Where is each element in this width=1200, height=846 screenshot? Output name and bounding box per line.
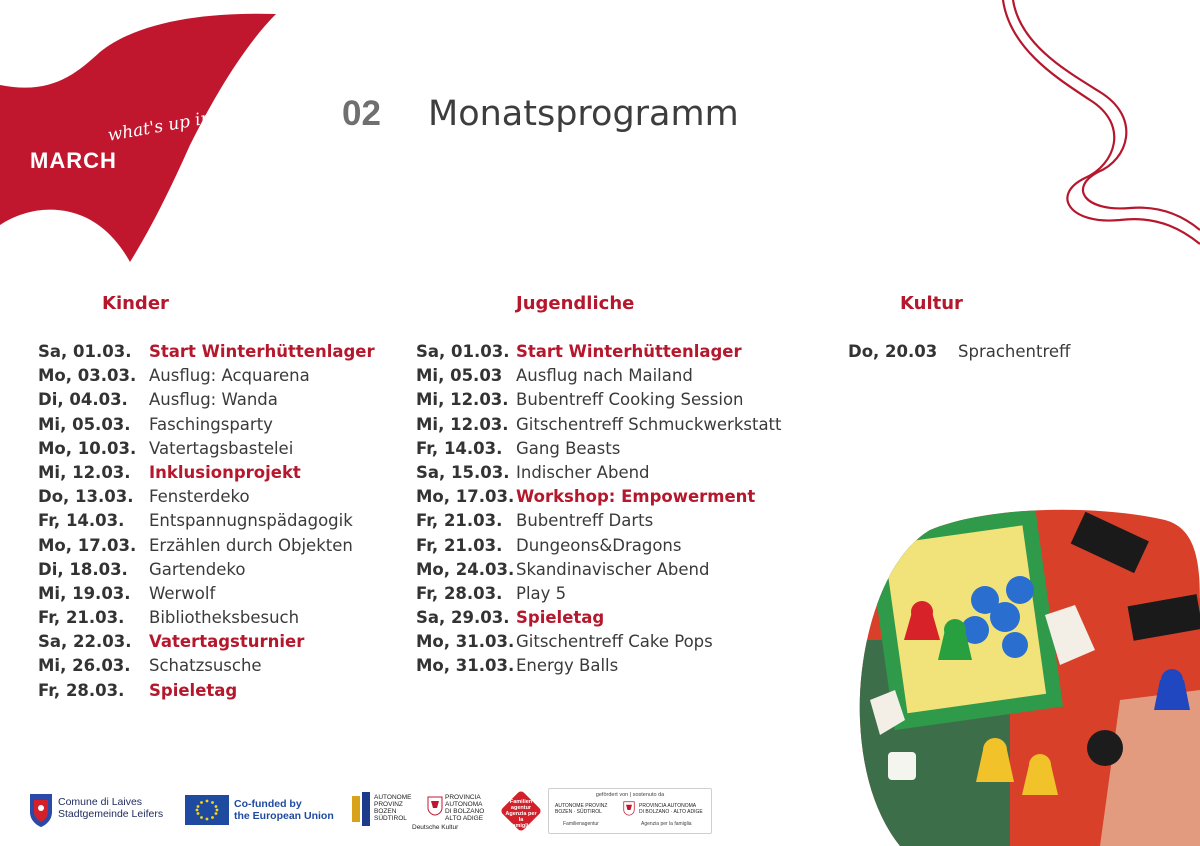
schedule-row (416, 437, 782, 461)
event-date: Mi, 05.03 (416, 366, 503, 386)
event-name: Gang Beasts (516, 438, 621, 458)
event-name: Erzählen durch Objekten (149, 535, 353, 555)
event-name-highlight: Workshop: Empowerment (516, 487, 756, 507)
event-name-highlight: Start Winterhüttenlager (516, 342, 742, 361)
sponsor-right-1: PROVINCIA AUTONOMA (639, 803, 697, 809)
event-date: Do, 20.03 (848, 342, 938, 361)
event-name-highlight: Vatertagsturnier (149, 632, 305, 652)
event-date: Mo, 31.03. (416, 632, 515, 652)
badge-line-4: famiglia (510, 823, 532, 829)
province-left-1: AUTONOME (374, 794, 412, 801)
event-date: Di, 04.03. (38, 390, 128, 410)
schedule-row (416, 558, 782, 582)
tyrol-eagle-icon (427, 796, 443, 816)
schedule-row (416, 388, 782, 412)
event-name: Entspannugnspädagogik (149, 511, 353, 531)
province-culture-mark-icon (352, 792, 374, 826)
province-right-2: AUTONOMA (445, 801, 483, 808)
event-date: Mi, 12.03. (416, 390, 509, 410)
event-date: Mi, 12.03. (416, 414, 509, 434)
schedule-row (416, 606, 782, 630)
province-culture-logo (352, 790, 492, 835)
schedule-row (38, 582, 375, 606)
eu-flag-icon (185, 795, 229, 825)
event-name: Sprachentreff (958, 342, 1071, 361)
familienagentur-logo (498, 788, 712, 834)
sponsor-left-2: BOZEN · SÜDTIROL (555, 809, 602, 815)
event-name: Fensterdeko (149, 487, 250, 507)
event-date: Fr, 28.03. (416, 583, 503, 603)
page-title: Monatsprogramm (428, 94, 739, 134)
province-left-4: SÜDTIROL (374, 815, 407, 822)
schedule-row (38, 388, 375, 412)
event-name: Bibliotheksbesuch (149, 608, 300, 628)
sponsor-left-1: AUTONOME PROVINZ (555, 803, 608, 809)
event-date: Mo, 10.03. (38, 438, 137, 458)
event-name: Gitschentreff Schmuckwerkstatt (516, 414, 782, 434)
schedule-row (416, 364, 782, 388)
schedule-row (38, 558, 375, 582)
badge-line-3: Agenzia per la (505, 811, 537, 823)
event-name: Ausflug nach Mailand (516, 366, 693, 386)
schedule-row (38, 679, 375, 703)
schedule-row (416, 413, 782, 437)
event-name: Dungeons&Dragons (516, 535, 682, 555)
event-date: Fr, 21.03. (38, 608, 125, 628)
eu-line1: Co-funded by (234, 798, 302, 810)
province-right-3: DI BOLZANO (445, 808, 485, 815)
event-date: Sa, 15.03. (416, 462, 510, 482)
sponsor-header: gefördert von | sostenuto da (595, 792, 665, 798)
schedule-row (38, 340, 375, 364)
event-name: Vatertagsbastelei (149, 438, 294, 458)
event-name: Indischer Abend (516, 462, 650, 482)
board-game-photo (850, 500, 1200, 846)
kultur-schedule-list (848, 340, 1070, 364)
schedule-row (38, 630, 375, 654)
event-date: Di, 18.03. (38, 559, 128, 579)
schedule-row (38, 509, 375, 533)
schedule-row (38, 606, 375, 630)
event-name: Werwolf (149, 583, 216, 603)
eu-logo (185, 795, 345, 825)
jugendliche-schedule-list (416, 340, 782, 679)
section-number: 02 (342, 94, 381, 133)
schedule-row (38, 364, 375, 388)
eu-line2: the European Union (234, 810, 334, 822)
schedule-row (416, 582, 782, 606)
schedule-row (416, 461, 782, 485)
event-name: Faschingsparty (149, 414, 273, 434)
laives-name-de: Stadtgemeinde Leifers (58, 808, 164, 820)
province-caption: Deutsche Kultur (412, 824, 459, 831)
event-name: Ausflug: Acquarena (149, 366, 310, 386)
event-date: Fr, 21.03. (416, 511, 503, 531)
event-name: Bubentreff Cooking Session (516, 390, 744, 410)
schedule-row (38, 534, 375, 558)
banner-month: MARCH (30, 148, 117, 173)
event-date: Mo, 17.03. (416, 487, 515, 507)
schedule-row (38, 413, 375, 437)
event-name: Ausflug: Wanda (149, 390, 278, 410)
event-name: Skandinavischer Abend (516, 559, 710, 579)
schedule-row (416, 340, 782, 364)
event-date: Fr, 14.03. (38, 511, 125, 531)
event-date: Mo, 03.03. (38, 366, 137, 386)
event-name-highlight: Start Winterhüttenlager (149, 342, 375, 361)
province-right-1: PROVINCIA (445, 794, 481, 801)
schedule-row (848, 340, 1070, 364)
event-date: Mi, 12.03. (38, 462, 131, 482)
event-name: Schatzsusche (149, 656, 262, 676)
event-date: Mo, 17.03. (38, 535, 137, 555)
event-date: Mo, 31.03. (416, 656, 515, 676)
schedule-row (416, 485, 782, 509)
event-name: Bubentreff Darts (516, 511, 654, 531)
event-date: Sa, 01.03. (416, 342, 510, 361)
sponsor-right-2: DI BOLZANO · ALTO ADIGE (639, 809, 703, 815)
event-name: Play 5 (516, 583, 567, 603)
schedule-row (38, 654, 375, 678)
column-heading-jugendliche: Jugendliche (516, 293, 635, 314)
sponsor-eagle-icon (623, 801, 635, 816)
sponsor-box (548, 788, 712, 834)
laives-logo (28, 792, 178, 832)
event-date: Mi, 05.03. (38, 414, 131, 434)
province-left-3: BOZEN (374, 808, 397, 815)
badge-line-1: Familien (509, 799, 533, 805)
event-date: Fr, 14.03. (416, 438, 503, 458)
banner-tagline: what's up in (106, 107, 214, 146)
province-left-2: PROVINZ (374, 801, 403, 808)
event-name-highlight: Spieletag (516, 608, 605, 628)
column-heading-kultur: Kultur (900, 293, 963, 314)
schedule-row (38, 461, 375, 485)
laives-name-it: Comune di Laives (58, 796, 143, 808)
province-right-4: ALTO ADIGE (445, 815, 484, 822)
event-date: Sa, 29.03. (416, 608, 510, 628)
schedule-row (416, 509, 782, 533)
schedule-row (416, 654, 782, 678)
schedule-row (416, 534, 782, 558)
event-date: Sa, 01.03. (38, 342, 132, 361)
event-date: Sa, 22.03. (38, 632, 132, 652)
event-name: Gitschentreff Cake Pops (516, 632, 713, 652)
kinder-schedule-list (38, 340, 375, 703)
event-date: Mo, 24.03. (416, 559, 515, 579)
event-name: Gartendeko (149, 559, 246, 579)
event-name-highlight: Spieletag (149, 680, 238, 700)
badge-line-2: agentur (510, 805, 532, 811)
event-date: Fr, 21.03. (416, 535, 503, 555)
schedule-row (38, 485, 375, 509)
event-name-highlight: Inklusionprojekt (149, 462, 301, 482)
event-date: Mi, 26.03. (38, 656, 131, 676)
schedule-row (416, 630, 782, 654)
column-heading-kinder: Kinder (102, 293, 169, 314)
event-date: Do, 13.03. (38, 487, 134, 507)
sponsor-caption-left: Familienagentur (563, 821, 599, 827)
sponsor-caption-right: Agenzia per la famiglia (641, 821, 692, 827)
event-date: Mi, 19.03. (38, 583, 131, 603)
schedule-row (38, 437, 375, 461)
event-date: Fr, 28.03. (38, 680, 125, 700)
swirl-line (1003, 0, 1200, 244)
laives-crest-icon (28, 792, 54, 828)
event-name: Energy Balls (516, 656, 619, 676)
